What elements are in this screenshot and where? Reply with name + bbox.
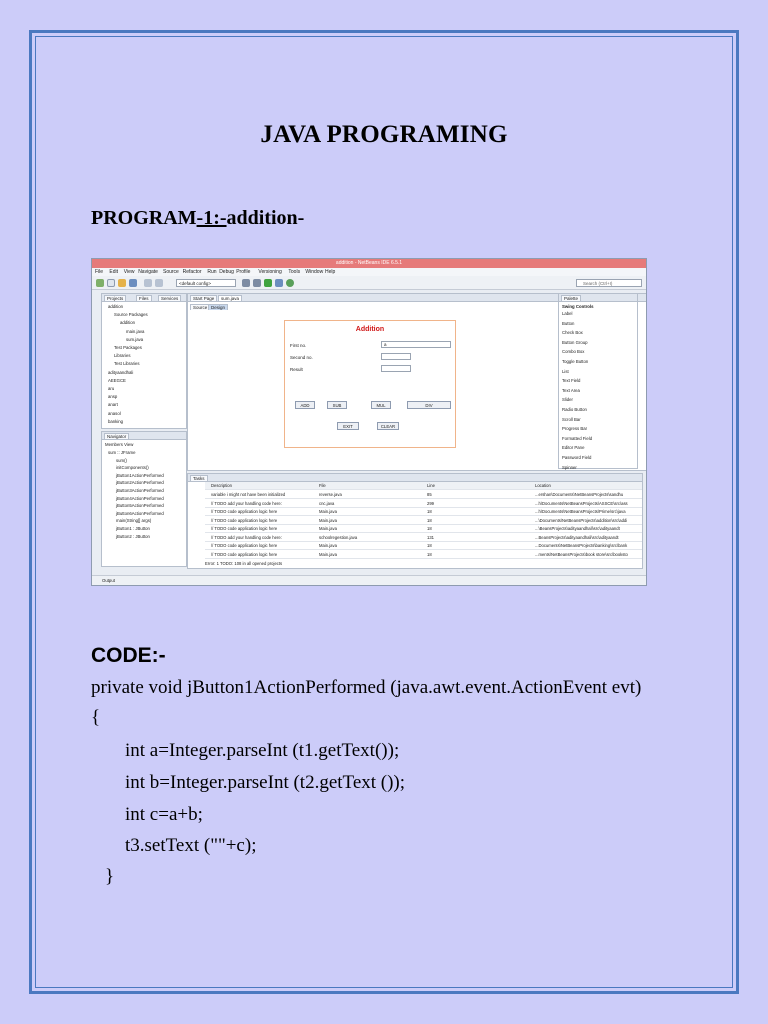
navigator-item[interactable]: jButton2ActionPerformed — [116, 480, 164, 486]
form-designer-canvas[interactable] — [284, 320, 456, 448]
project-tree-item[interactable]: adityaandhali — [108, 369, 134, 375]
project-tree-item[interactable]: main.java — [126, 328, 145, 334]
tasks-row[interactable] — [205, 534, 642, 542]
tasks-cell: schoolregestion.java — [319, 534, 358, 540]
navigator-tabbar — [102, 432, 186, 440]
open-project-icon[interactable] — [118, 279, 126, 287]
tasks-cell: Main.java — [319, 526, 337, 531]
label-first-no: First no. — [290, 343, 307, 348]
code-line: { — [91, 707, 101, 728]
palette-item[interactable]: Text Field — [562, 378, 581, 384]
project-tree-item[interactable]: sum.java — [126, 336, 144, 342]
menu-profile[interactable]: Profile — [236, 269, 251, 275]
projects-tabbar — [102, 294, 186, 302]
palette-item[interactable]: Toggle Button — [562, 359, 589, 364]
tasks-cell: ...BeansProjects\adityaandhali\src\adityaandt — [535, 534, 619, 540]
project-tree-item[interactable]: ansp — [108, 394, 118, 400]
project-tree-item[interactable]: anart — [108, 402, 118, 408]
document-title: JAVA PROGRAMING — [260, 121, 508, 148]
projects-panel — [101, 293, 187, 429]
new-project-icon[interactable] — [96, 279, 104, 287]
tasks-row[interactable] — [205, 517, 642, 525]
palette-panel — [558, 293, 638, 469]
tasks-panel — [187, 473, 643, 569]
clean-build-icon[interactable] — [253, 279, 261, 287]
exit-button[interactable]: EXIT — [337, 422, 359, 430]
profile-icon[interactable] — [286, 279, 294, 287]
tasks-row[interactable] — [205, 500, 642, 508]
navigator-view-select[interactable]: Members View — [105, 442, 134, 447]
menu-view[interactable]: View — [123, 269, 135, 275]
tasks-cell: // TODO code application logic here — [211, 517, 278, 523]
palette-item[interactable]: Spinner — [562, 464, 577, 470]
navigator-item[interactable]: jButton4ActionPerformed — [116, 495, 164, 501]
code-line: } — [105, 866, 115, 887]
new-file-icon[interactable] — [107, 279, 115, 287]
second-no-field[interactable] — [381, 353, 411, 360]
ide-statusbar — [92, 575, 646, 585]
tasks-cell: // TODO code application logic here — [211, 526, 278, 531]
palette-tabbar — [559, 294, 637, 302]
palette-item[interactable]: List — [562, 368, 569, 374]
navigator-item[interactable]: jButton6ActionPerformed — [116, 510, 164, 516]
clear-button[interactable]: CLEAR — [377, 422, 399, 430]
palette-item[interactable]: Formatted Field — [562, 435, 593, 441]
palette-item[interactable]: Progress Bar — [562, 426, 588, 432]
tab-projects[interactable]: Projects — [104, 295, 126, 301]
tasks-col-file[interactable]: File — [319, 483, 326, 488]
ide-toolbar — [92, 276, 646, 290]
tasks-row[interactable] — [205, 508, 642, 516]
first-no-field[interactable]: a — [381, 341, 451, 348]
tasks-cell: // TODO code application logic here — [211, 543, 278, 548]
menu-debug[interactable]: Debug — [219, 269, 234, 275]
palette-section[interactable]: Swing Controls — [562, 304, 594, 309]
tasks-row[interactable] — [205, 551, 642, 559]
menu-source[interactable]: Source — [163, 269, 179, 275]
div-button[interactable]: DIV — [407, 401, 451, 409]
program-heading — [91, 207, 304, 230]
project-tree-item[interactable]: addition — [120, 320, 136, 326]
tasks-row[interactable] — [205, 525, 642, 533]
output-tab[interactable]: Output — [102, 578, 115, 583]
ide-titlebar — [92, 259, 646, 268]
debug-icon[interactable] — [275, 279, 283, 287]
palette-item[interactable]: Button Group — [562, 339, 588, 345]
run-icon[interactable] — [264, 279, 272, 287]
menu-help[interactable]: Help — [325, 269, 336, 275]
navigator-item[interactable]: jButton5ActionPerformed — [116, 503, 164, 509]
ide-menubar — [92, 268, 646, 276]
project-tree-item[interactable]: Test Libraries — [114, 361, 140, 367]
ide-window-title: addition - NetBeans IDE 6.5.1 — [335, 260, 403, 266]
navigator-item[interactable]: jButton1ActionPerformed — [116, 472, 164, 478]
tasks-cell: 18 — [427, 543, 432, 548]
palette-item[interactable]: Slider — [562, 397, 573, 403]
menu-refactor[interactable]: Refactor — [182, 269, 202, 275]
tasks-cell: ...h\Documents\NetBeansProjects\ASSCE\src\ass — [535, 500, 628, 506]
tab-sum-java[interactable]: sum.java — [218, 295, 242, 301]
code-title: CODE:- — [91, 644, 166, 667]
tasks-col-location[interactable]: Location — [535, 483, 551, 488]
palette-item[interactable]: Radio Button — [562, 407, 587, 412]
redo-icon[interactable] — [155, 279, 163, 287]
navigator-item[interactable]: jButton3ActionPerformed — [116, 488, 164, 493]
tasks-header — [205, 482, 642, 490]
tab-tasks[interactable]: Tasks — [190, 475, 208, 481]
tasks-cell: ...Documents\NetBeansProjects\banking\src\bank — [535, 543, 628, 548]
label-second-no: Second no. — [290, 355, 313, 360]
tasks-cell: variable i might not have been initialized — [211, 492, 286, 497]
project-tree-item[interactable]: banking — [108, 418, 124, 424]
tasks-col-line[interactable]: Line — [427, 483, 435, 488]
tasks-summary: Error: 1 TODO: 108 in all opened projects — [205, 561, 283, 566]
tab-start-page[interactable]: Start Page — [190, 295, 217, 301]
tasks-cell: Main.java — [319, 509, 337, 514]
navigator-item[interactable]: sum() — [116, 457, 127, 463]
code-line: int b=Integer.parseInt (t2.getText ()); — [125, 772, 406, 793]
code-line: t3.setText (""+c); — [125, 835, 257, 856]
tab-files[interactable]: Files — [136, 295, 152, 301]
navigator-item[interactable]: sum :: JFrame — [108, 450, 136, 455]
mul-button[interactable]: MUL — [371, 401, 391, 409]
navigator-item[interactable]: main(String[] args) — [116, 518, 152, 524]
config-select[interactable]: <default config> — [176, 279, 236, 287]
tasks-cell: ...ments\NetBeansProjects\book store\src\booksto — [535, 551, 628, 557]
tab-design[interactable]: Design — [208, 304, 228, 310]
build-icon[interactable] — [242, 279, 250, 287]
project-tree-item[interactable]: Source Packages — [114, 312, 148, 318]
project-tree-item[interactable]: anasol — [108, 410, 121, 416]
program-heading-prefix: PROGRAM — [91, 207, 197, 229]
tasks-cell: ...\Documents\NetBeansProjects\addition\src\addi — [535, 517, 628, 523]
tasks-col-description[interactable]: Description — [211, 483, 232, 488]
navigator-item[interactable]: jButton2 : JButton — [116, 533, 150, 539]
tasks-tabbar — [188, 474, 642, 482]
menu-window[interactable]: Window — [305, 269, 324, 275]
tasks-cell: 18 — [427, 551, 432, 557]
palette-item[interactable]: Text Area — [562, 387, 580, 393]
ide-screenshot — [91, 258, 647, 586]
tasks-cell: Main.java — [319, 543, 337, 548]
tab-source[interactable]: Source — [190, 304, 210, 310]
tasks-cell: cnc.java — [319, 500, 335, 506]
palette-item[interactable]: Editor Pane — [562, 445, 585, 451]
tasks-cell: 18 — [427, 526, 432, 531]
tab-palette[interactable]: Palette — [561, 295, 581, 301]
form-title: Addition — [355, 326, 385, 333]
tasks-cell: ...h\Documents\NetBeansProjects\Prime\src\java — [535, 509, 626, 514]
menu-tools[interactable]: Tools — [288, 269, 301, 275]
navigator-item[interactable]: jButton1 : JButton — [116, 526, 150, 531]
code-line: int c=a+b; — [125, 804, 203, 825]
code-line: private void jButton1ActionPerformed (java.awt.event.ActionEvent evt) — [91, 677, 642, 698]
tasks-cell: 299 — [427, 500, 434, 506]
palette-item[interactable]: Button — [562, 320, 575, 326]
result-field[interactable] — [381, 365, 411, 372]
menu-file[interactable]: File — [95, 269, 104, 275]
project-tree-item[interactable]: Libraries — [114, 353, 131, 359]
project-tree-item[interactable]: Test Packages — [114, 345, 142, 350]
search-input[interactable]: Search (Ctrl+I) — [576, 279, 642, 287]
tasks-cell: 85 — [427, 492, 432, 497]
palette-item[interactable]: Combo Box — [562, 349, 585, 355]
menu-run[interactable]: Run — [207, 269, 217, 275]
tasks-cell: 18 — [427, 509, 432, 514]
tasks-cell: // TODO add your handling code here: — [211, 500, 282, 506]
tasks-cell: // TODO code application logic here — [211, 551, 278, 557]
tasks-cell: 131 — [427, 534, 434, 540]
tasks-row[interactable] — [205, 542, 642, 550]
palette-item[interactable]: Scroll Bar — [562, 416, 581, 422]
tab-navigator[interactable]: Navigator — [104, 433, 129, 439]
undo-icon[interactable] — [144, 279, 152, 287]
code-line: int a=Integer.parseInt (t1.getText()); — [125, 740, 400, 761]
menu-navigate[interactable]: Navigate — [138, 269, 158, 275]
menu-versioning[interactable]: Versioning — [258, 269, 282, 275]
add-button[interactable]: ADD — [295, 401, 315, 409]
menu-edit[interactable]: Edit — [109, 269, 119, 275]
tasks-cell: // TODO code application logic here — [211, 509, 278, 514]
palette-item[interactable]: Check Box — [562, 330, 583, 336]
palette-item[interactable]: Label — [562, 311, 573, 316]
tasks-footer — [205, 560, 642, 568]
tasks-cell: 18 — [427, 517, 432, 523]
program-heading-number: -1:- — [196, 207, 227, 229]
tab-services[interactable]: Services — [158, 295, 181, 301]
label-result: Result — [290, 367, 303, 372]
tasks-cell: Main.java — [319, 517, 337, 523]
tasks-cell: // TODO add your handling code here: — [211, 534, 282, 540]
project-tree-item[interactable]: AEEGCE — [108, 377, 126, 383]
navigator-panel — [101, 431, 187, 567]
sub-button[interactable]: SUB — [327, 401, 347, 409]
palette-item[interactable]: Password Field — [562, 455, 592, 460]
tasks-cell: ...ershan\Documents\NetBeansProjects\sandhu — [535, 492, 624, 497]
tasks-row[interactable] — [205, 491, 642, 499]
project-tree-item[interactable]: addition — [108, 304, 124, 309]
save-all-icon[interactable] — [129, 279, 137, 287]
program-heading-name: addition- — [226, 207, 305, 229]
project-tree-item[interactable]: aru — [108, 386, 115, 391]
tasks-cell: reverse.java — [319, 492, 342, 497]
tasks-cell: Main.java — [319, 551, 337, 557]
navigator-item[interactable]: initComponents() — [116, 465, 149, 471]
tasks-cell: ...\BeansProjects\adityaandhali\src\adityaandt — [535, 526, 620, 531]
